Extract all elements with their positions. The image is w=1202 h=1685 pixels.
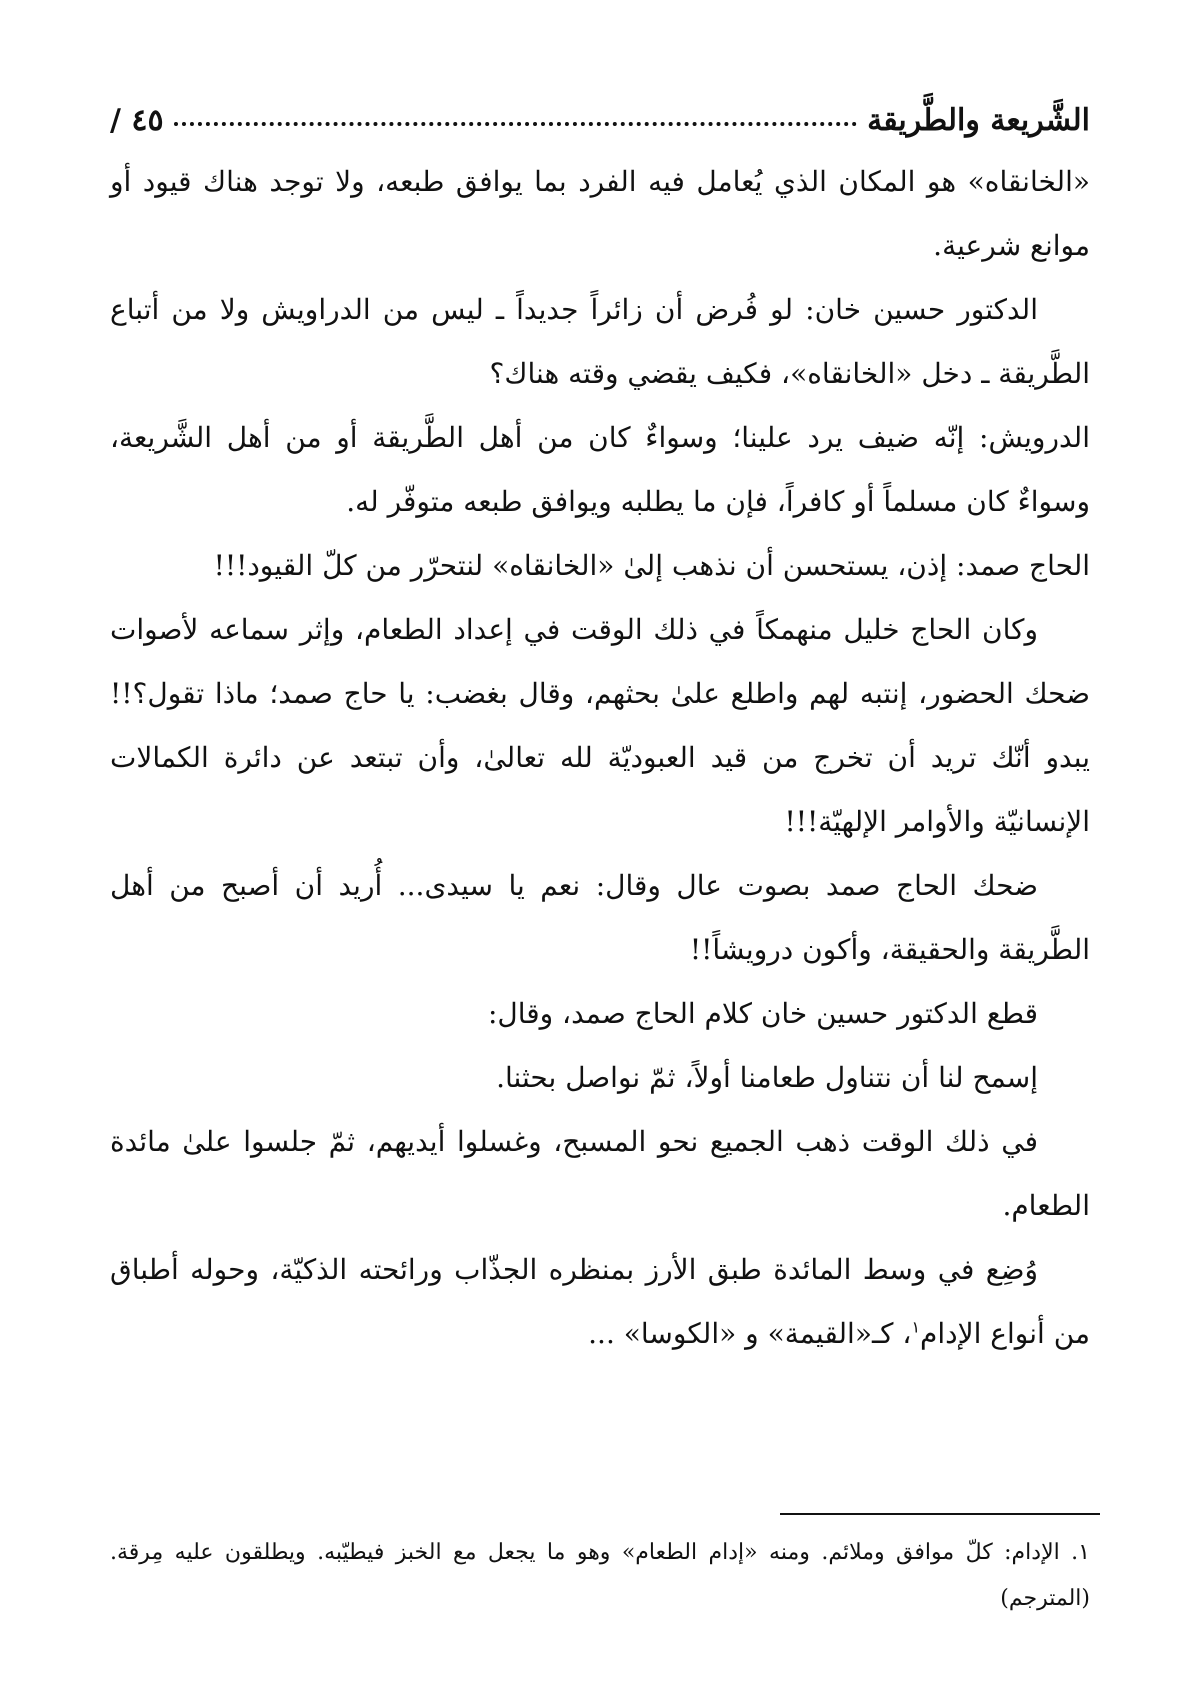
paragraph: الدكتور حسين خان: لو فُرض أن زائراً جديداً ـ ليس من الدراويش ولا من أتباع الطَّريقة ـ دخل «الخانقاه»، فكيف يقضي وقته هناك؟ bbox=[110, 293, 1090, 390]
paragraph: قطع الدكتور حسين خان كلام الحاج صمد، وقال: bbox=[487, 997, 1038, 1030]
paragraph: ضحك الحاج صمد بصوت عال وقال: نعم يا سيدى... أُريد أن أصبح من أهل الطَّريقة والحقيقة، وأكون درويشاً!! bbox=[110, 869, 1090, 966]
footnote-text: ١. الإدام: كلّ موافق وملائم. ومنه «إدام الطعام» وهو ما يجعل مع الخبز فيطيّبه. ويطلقون عليه مِرقة. (المترجم) bbox=[110, 1540, 1090, 1611]
header-title: الشَّريعة والطَّريقة bbox=[867, 103, 1090, 138]
page-number: ٤٥ / bbox=[110, 103, 164, 138]
paragraph: إسمح لنا أن نتناول طعامنا أولاً، ثمّ نواصل بحثنا. bbox=[496, 1061, 1038, 1094]
paragraph-text: وُضِع في وسط المائدة طبق الأرز بمنظره الجذّاب ورائحته الذكيّة، وحوله أطباق من أنواع الإدام bbox=[110, 1253, 1090, 1350]
paragraph: الدرويش: إنّه ضيف يرد علينا؛ وسواءٌ كان من أهل الطَّريقة أو من أهل الشَّريعة، وسواءٌ كان مسلماً أو كافراً، فإن ما يطلبه ويوافق طبعه متوفّر له. bbox=[110, 421, 1090, 518]
footnote-separator bbox=[780, 1513, 1100, 1515]
running-header bbox=[110, 78, 1090, 138]
footnote-reference[interactable]: ١ bbox=[911, 1317, 921, 1337]
paragraph: «الخانقاه» هو المكان الذي يُعامل فيه الفرد بما يوافق طبعه، ولا توجد هناك قيود أو موانع شرعية. bbox=[110, 165, 1090, 262]
body-text bbox=[110, 150, 1090, 1366]
paragraph: وكان الحاج خليل منهمكاً في ذلك الوقت في إعداد الطعام، وإثر سماعه لأصوات ضحك الحضور، إنتبه لهم واطلع علىٰ بحثهم، وقال بغضب: يا حاج صمد؛ ماذا تقول؟!! يبدو أنّك تريد أن تخرج من قيد العبوديّة لله تعالىٰ، وأن تبتعد عن دائرة الكمالات الإنسانيّة والأوامر الإلهيّة!!! bbox=[110, 613, 1090, 838]
paragraph: في ذلك الوقت ذهب الجميع نحو المسبح، وغسلوا أيديهم، ثمّ جلسوا علىٰ مائدة الطعام. bbox=[110, 1125, 1090, 1222]
footnote bbox=[110, 1530, 1090, 1622]
paragraph: الحاج صمد: إذن، يستحسن أن نذهب إلىٰ «الخانقاه» لنتحرّر من كلّ القيود!!! bbox=[213, 549, 1090, 582]
dotted-leader bbox=[174, 122, 857, 126]
paragraph-text: ، كـ«القيمة» و «الكوسا» ... bbox=[588, 1317, 912, 1350]
paragraph bbox=[110, 1238, 1090, 1366]
